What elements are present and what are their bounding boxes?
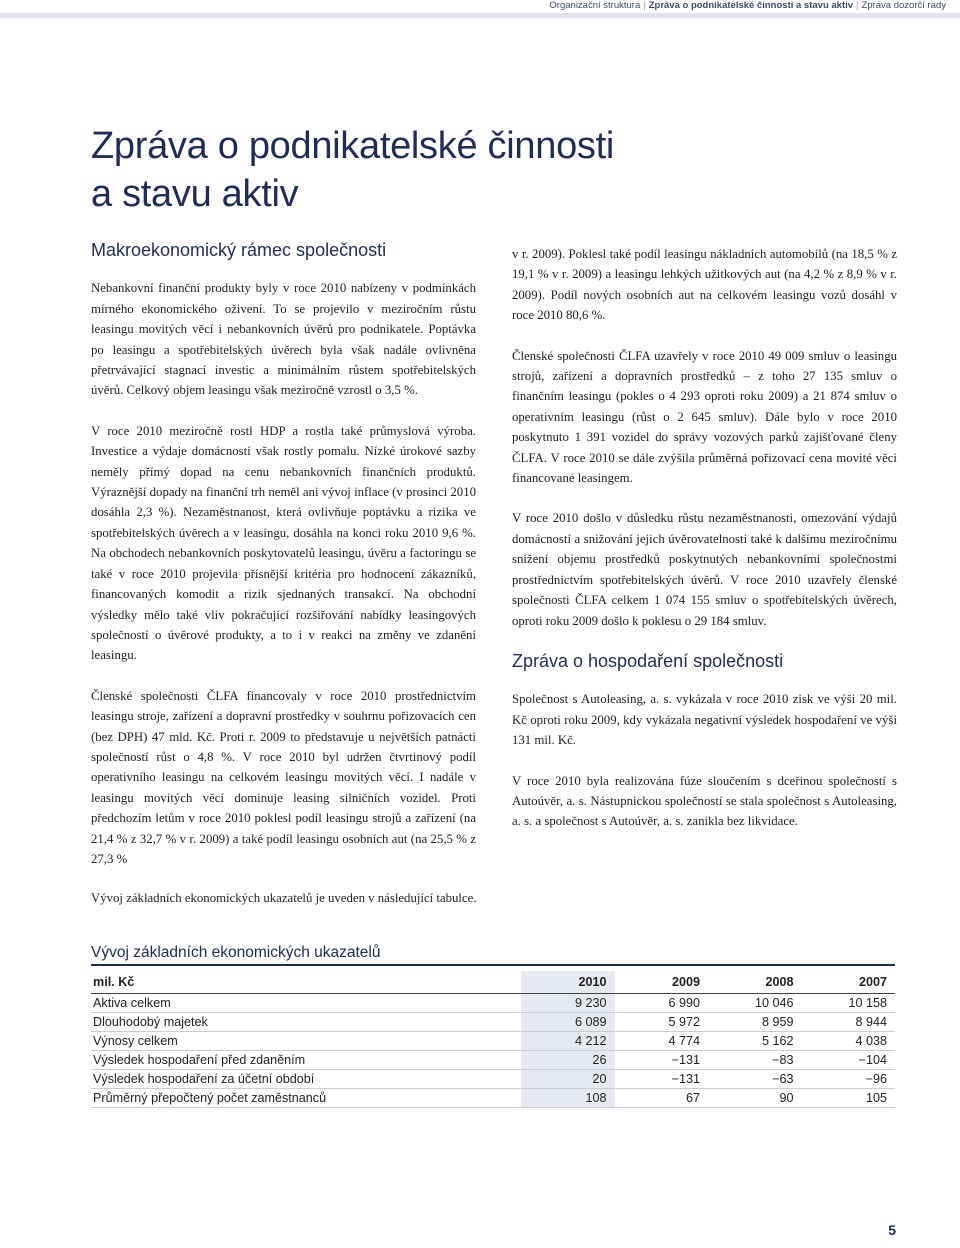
cell-value: −131 <box>615 1051 709 1070</box>
breadcrumb-item-zprava-dozorci-rady[interactable]: Zpráva dozorčí rady <box>861 0 946 11</box>
paragraph: V roce 2010 došlo v důsledku růstu nezaměstnanosti, omezování výdajů domácností a snižování jejich úvěrovatelnosti také k dalšímu meziročnímu snížení objemu prostředků poskytnutých nebankovními společnostmi prostřednictvím spotřebitelských úvěrů. V roce 2010 uzavřely členské společnosti ČLFA celkem 1 074 155 smluv o spotřebitelských úvěrech, oproti roku 2009 došlo k poklesu o 29 184 smluv. <box>512 511 897 628</box>
table-row <box>91 1013 895 1032</box>
paragraph: v r. 2009). Poklesl také podíl leasingu nákladních automobilů (na 18,5 % z 19,1 % v r. 2009) a leasingu lehkých užitkových aut (na 4,2 % z 8,9 % v r. 2009). Podíl nových osobních aut na celkovém leasingu vozů dosáhl v roce 2010 80,6 %. <box>512 247 897 323</box>
page-title-line-1: Zpráva o podnikatelské činnosti <box>91 125 614 167</box>
cell-value: −83 <box>708 1051 802 1070</box>
cell-value: 26 <box>521 1051 615 1070</box>
page-title <box>91 122 791 218</box>
paragraph: Nebankovní finanční produkty byly v roce 2010 nabízeny v podmínkách mírného ekonomického oživení. To se projevilo v meziročním růstu leasingu movitých věcí i nebankovních úvěrů pro podnikatele. Poptávka po leasingu a spotřebitelských úvěrech byla však nadále ovlivněna přetrvávající stagnací investic a minimálním růstem spotřebitelských úvěrů. Celkový objem leasingu však meziročně vzrostl o 3,5 %. <box>91 281 476 398</box>
breadcrumb-item-organizacni-struktura[interactable]: Organizační struktura <box>549 0 641 11</box>
left-column <box>91 240 476 889</box>
page-title-line-2: a stavu aktiv <box>91 173 299 215</box>
column-header-unit: mil. Kč <box>93 975 135 989</box>
breadcrumb-separator: | <box>643 0 646 11</box>
cell-value: 8 944 <box>802 1013 896 1032</box>
cell-value: 108 <box>521 1089 615 1108</box>
cell-value: 4 774 <box>615 1032 709 1051</box>
table-row <box>91 1089 895 1108</box>
column-header-2010: 2010 <box>521 971 615 994</box>
cell-value: 5 162 <box>708 1032 802 1051</box>
page-number: 5 <box>888 1222 896 1238</box>
table-title: Vývoj základních ekonomických ukazatelů <box>91 944 381 961</box>
cell-value: 6 990 <box>615 994 709 1013</box>
table-lead-text: Vývoj základních ekonomických ukazatelů je uveden v následující tabulce. <box>91 891 477 905</box>
paragraph: Členské společnosti ČLFA uzavřely v roce 2010 49 009 smluv o leasingu strojů, zařízení a dopravních prostředků – z toho 27 135 smluv o finančním leasingu (pokles o 4 293 oproti roku 2009) a 21 874 smluv o operativním leasingu (růst o 2 645 smluv). Dále bylo v roce 2010 poskytnuto 1 391 vozidel do správy vozových parků zajišťované členy ČLFA. V roce 2010 se dále zvýšila průměrná pořizovací cena movité věci financované leasingem. <box>512 348 897 486</box>
cell-value: −96 <box>802 1070 896 1089</box>
cell-value: 67 <box>615 1089 709 1108</box>
right-column <box>512 244 897 852</box>
table-header-row <box>91 971 895 994</box>
row-label: Dlouhodobý majetek <box>91 1013 521 1032</box>
column-header-2008: 2008 <box>765 975 794 989</box>
row-label: Výsledek hospodaření za účetní období <box>91 1070 521 1089</box>
table-row <box>91 1051 895 1070</box>
table-row <box>91 994 895 1013</box>
cell-value: 10 158 <box>802 994 896 1013</box>
indicators-table <box>91 971 895 1108</box>
breadcrumb-separator: | <box>856 0 859 11</box>
table-row <box>91 1032 895 1051</box>
section-heading-macro: Makroekonomický rámec společnosti <box>91 240 387 260</box>
row-label: Výnosy celkem <box>91 1032 521 1051</box>
paragraph: V roce 2010 meziročně rostl HDP a rostla také průmyslová výroba. Investice a výdaje domácností však rostly pomalu. Nízké úrokové sazby neměly přímý dopad na cenu nebankovních finančních produktů. Výraznější dopady na finanční trh neměl ani vývoj inflace (v prosinci 2010 dosáhla 2,3 %). Nezaměstnanost, která ovlivňuje poptávku a rizika ve spotřebitelských úvěrech a v leasingu, dosáhla na konci roku 2010 9,6 %. Na obchodech nebankovních poskytovatelů leasingu, úvěru a factoringu se také v roce 2010 projevila přísnější kritéria pro hodnocení zákazníků, financovaných komodit a rizik sjednaných transakcí. Na obchodní výsledky mělo také vliv pokračující rozšiřování nabídky leasingových společností o úvěrové produkty, a to i v reakci na změny ve zdanění leasingu. <box>91 423 476 663</box>
paragraph: Členské společnosti ČLFA financovaly v roce 2010 prostřednictvím leasingu stroje, zařízení a dopravní prostředky v souhrnu pořizovacích cen (bez DPH) 47 mld. Kč. Proti r. 2009 to představuje u největších patnácti společností růst o 4,8 %. V roce 2010 byl udržen čtvrtinový podíl operativního leasingu na celkovém leasingu movitých věcí. I nadále v leasingu movitých věcí dominuje leasing silničních vozidel. Proti předchozím letům v roce 2010 poklesl podíl leasingu strojů a zařízení (na 21,4 % z 32,7 % v r. 2009) a také podíl leasingu osobních aut (na 25,5 % z 27,3 % <box>91 688 476 866</box>
breadcrumb <box>549 0 946 12</box>
header-divider <box>0 13 960 18</box>
column-header-2007: 2007 <box>858 975 887 989</box>
table-title-rule <box>91 964 895 966</box>
breadcrumb-item-current[interactable]: Zpráva o podnikatelské činnosti a stavu aktiv <box>648 0 854 11</box>
cell-value: 9 230 <box>521 994 615 1013</box>
cell-value: 6 089 <box>521 1013 615 1032</box>
cell-value: 90 <box>708 1089 802 1108</box>
cell-value: 4 038 <box>802 1032 896 1051</box>
paragraph: V roce 2010 byla realizována fúze sloučením s dceřinou společností s Autoúvěr, a. s. Nástupnickou společností se stala společnost s Autoleasing, a. s. a společnost s Autoúvěr, a. s. zanikla bez likvidace. <box>512 773 897 829</box>
cell-value: 4 212 <box>521 1032 615 1051</box>
paragraph: Společnost s Autoleasing, a. s. vykázala v roce 2010 zisk ve výši 20 mil. Kč oproti roku 2009, kdy vykázala negativní výsledek hospodaření ve výši 131 mil. Kč. <box>512 692 897 748</box>
cell-value: −131 <box>615 1070 709 1089</box>
cell-value: 105 <box>802 1089 896 1108</box>
column-header-2009: 2009 <box>671 975 700 989</box>
section-heading-management: Zpráva o hospodaření společnosti <box>512 650 784 671</box>
table-row <box>91 1070 895 1089</box>
cell-value: −104 <box>802 1051 896 1070</box>
cell-value: −63 <box>708 1070 802 1089</box>
row-label: Aktiva celkem <box>91 994 521 1013</box>
row-label: Průměrný přepočtený počet zaměstnanců <box>91 1089 521 1108</box>
cell-value: 5 972 <box>615 1013 709 1032</box>
cell-value: 20 <box>521 1070 615 1089</box>
cell-value: 10 046 <box>708 994 802 1013</box>
row-label: Výsledek hospodaření před zdaněním <box>91 1051 521 1070</box>
cell-value: 8 959 <box>708 1013 802 1032</box>
